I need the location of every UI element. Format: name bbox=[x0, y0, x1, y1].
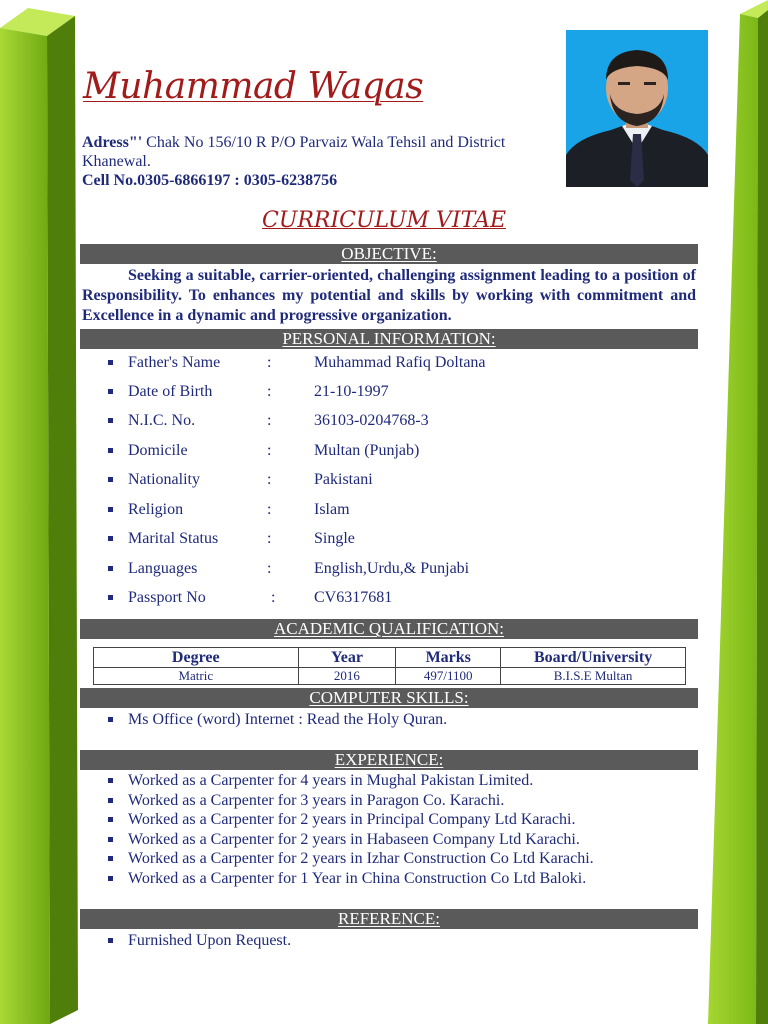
field-separator: : bbox=[267, 530, 272, 547]
field-value: Muhammad Rafiq Doltana bbox=[314, 354, 486, 371]
bullet-icon bbox=[108, 837, 113, 842]
field-value: CV6317681 bbox=[314, 589, 393, 606]
bullet-icon bbox=[108, 778, 113, 783]
objective-text: Seeking a suitable, carrier-oriented, challenging assignment leading to a position of Responsibility. To enhances my potential and skills by working with commitment and Excellence in a dynamic and progressive organization. bbox=[82, 267, 696, 324]
column-header-board: Board/University bbox=[501, 648, 686, 668]
address-label: Adress"' bbox=[82, 134, 143, 151]
right-green-pillar-decoration bbox=[700, 0, 768, 1024]
field-separator: : bbox=[267, 442, 272, 459]
table-row bbox=[94, 668, 686, 685]
field-separator: : bbox=[267, 471, 272, 488]
column-header-degree: Degree bbox=[94, 648, 299, 668]
field-separator: : bbox=[267, 560, 272, 577]
field-value: English,Urdu,& Punjabi bbox=[314, 560, 470, 577]
bullet-icon bbox=[108, 360, 113, 365]
bullet-icon bbox=[108, 477, 113, 482]
reference-heading: REFERENCE: bbox=[80, 909, 698, 929]
cell-number: Cell No.0305-6866197 : 0305-6238756 bbox=[82, 172, 338, 189]
field-separator: : bbox=[271, 589, 276, 606]
table-header-row bbox=[94, 648, 686, 668]
field-label: Languages bbox=[128, 560, 198, 577]
bullet-icon bbox=[108, 418, 113, 423]
field-label: N.I.C. No. bbox=[128, 412, 196, 429]
bullet-icon bbox=[108, 389, 113, 394]
bullet-icon bbox=[108, 856, 113, 861]
field-separator: : bbox=[267, 501, 272, 518]
field-label: Nationality bbox=[128, 471, 200, 488]
address bbox=[82, 133, 522, 171]
field-label: Marital Status bbox=[128, 530, 219, 547]
personal-info-heading: PERSONAL INFORMATION: bbox=[80, 329, 698, 349]
table-cell: 2016 bbox=[298, 668, 396, 685]
bullet-icon bbox=[108, 717, 113, 722]
academic-heading: ACADEMIC QUALIFICATION: bbox=[80, 619, 698, 639]
experience-heading: EXPERIENCE: bbox=[80, 750, 698, 770]
table-cell: B.I.S.E Multan bbox=[501, 668, 686, 685]
field-label: Religion bbox=[128, 501, 184, 518]
field-label: Date of Birth bbox=[128, 383, 213, 400]
profile-photo bbox=[566, 30, 708, 187]
bullet-icon bbox=[108, 798, 113, 803]
table-cell: 497/1100 bbox=[396, 668, 501, 685]
table-cell: Matric bbox=[94, 668, 299, 685]
objective-heading: OBJECTIVE: bbox=[80, 244, 698, 264]
portrait-icon bbox=[566, 30, 708, 187]
field-value: Multan (Punjab) bbox=[314, 442, 420, 459]
field-value: 36103-0204768-3 bbox=[314, 412, 429, 429]
field-value: Single bbox=[314, 530, 355, 547]
bullet-icon bbox=[108, 536, 113, 541]
document-title: CURRICULUM VITAE bbox=[261, 208, 507, 233]
field-value: Pakistani bbox=[314, 471, 373, 488]
field-separator: : bbox=[267, 412, 272, 429]
column-header-marks: Marks bbox=[396, 648, 501, 668]
bullet-icon bbox=[108, 938, 113, 943]
left-green-pillar-decoration bbox=[0, 0, 80, 1024]
bullet-icon bbox=[108, 595, 113, 600]
computer-skills-heading: COMPUTER SKILLS: bbox=[80, 688, 698, 708]
field-value: 21-10-1997 bbox=[314, 383, 389, 400]
field-label: Passport No bbox=[128, 589, 206, 606]
field-value: Islam bbox=[314, 501, 350, 518]
field-label: Father's Name bbox=[128, 354, 221, 371]
academic-table bbox=[93, 647, 686, 685]
field-separator: : bbox=[267, 383, 272, 400]
bullet-icon bbox=[108, 448, 113, 453]
bullet-icon bbox=[108, 876, 113, 881]
candidate-name: Muhammad Waqas bbox=[83, 66, 424, 107]
address-text: Chak No 156/10 R P/O Parvaiz Wala Tehsil and District Khanewal. bbox=[82, 134, 506, 170]
bullet-icon bbox=[108, 507, 113, 512]
column-header-year: Year bbox=[298, 648, 396, 668]
field-separator: : bbox=[267, 354, 272, 371]
field-label: Domicile bbox=[128, 442, 188, 459]
bullet-icon bbox=[108, 817, 113, 822]
bullet-icon bbox=[108, 566, 113, 571]
